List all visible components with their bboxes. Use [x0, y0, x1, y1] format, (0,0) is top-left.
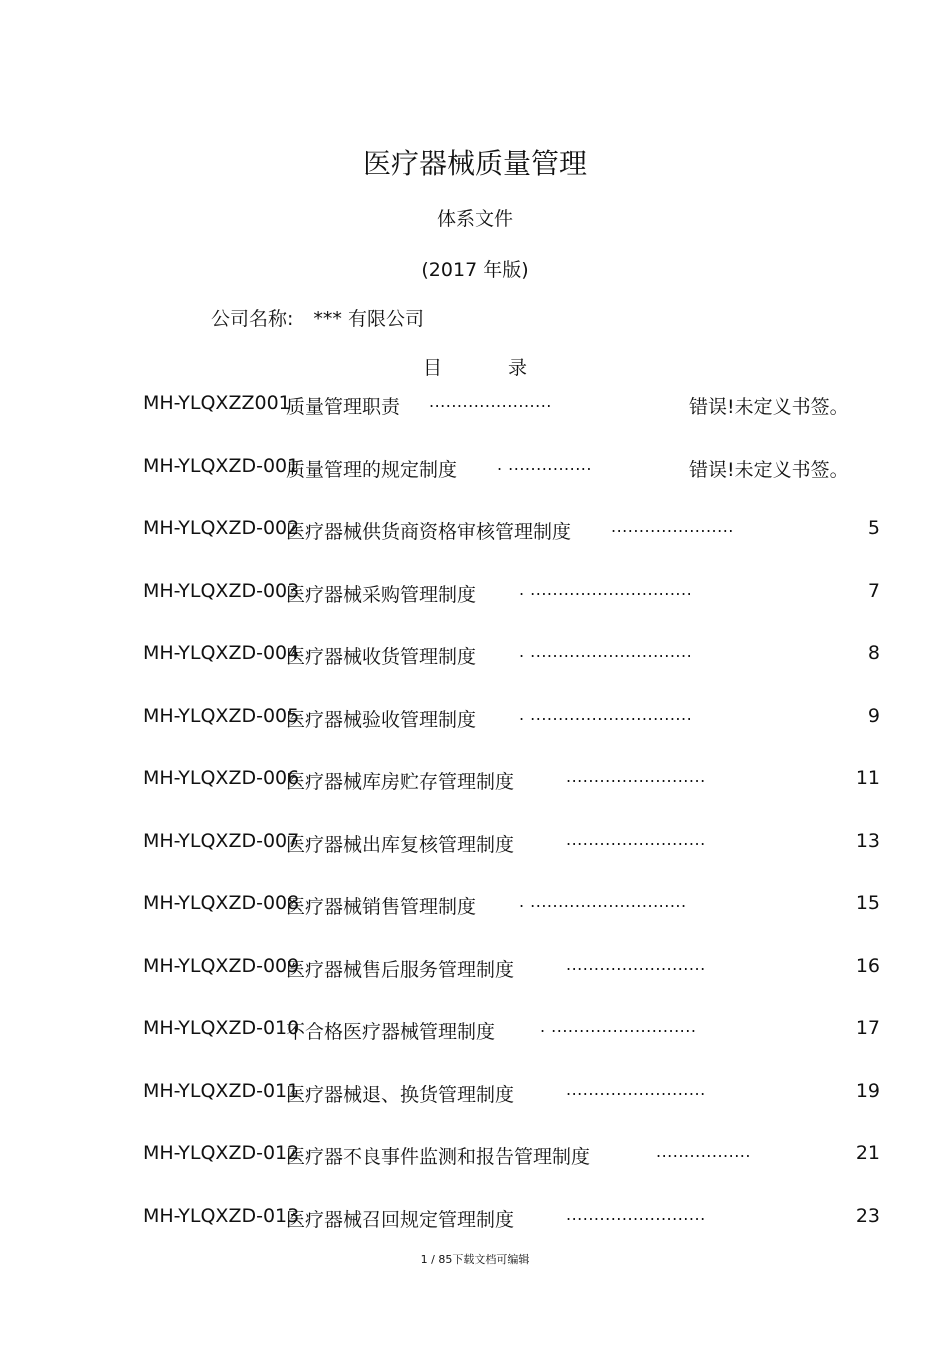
toc-entry-leader: . .......................... [540, 1017, 697, 1036]
toc-entry-leader: . ............................. [519, 579, 693, 599]
toc-entry-page: 9 [867, 704, 880, 727]
toc-entry-leader: ...................... [611, 517, 734, 536]
page-footer: 1 / 85下载文档可编辑 [420, 1253, 530, 1266]
toc-entry-code: MH-YLQXZD-004 [143, 642, 300, 664]
toc-entry-code: MH-YLQXZD-009 [143, 954, 300, 977]
toc-entry[interactable] [0, 1142, 950, 1205]
toc-entry[interactable] [0, 1080, 950, 1143]
toc-entry-leader: ......................... [566, 954, 706, 974]
toc-entry-page: 11 [855, 767, 880, 789]
toc-entry-leader: ......................... [566, 1204, 706, 1224]
toc-entry-title: 医疗器不良事件监测和报告管理制度 [286, 1146, 591, 1168]
document-edition: (2017 年版) [421, 259, 529, 281]
toc-entry[interactable] [0, 767, 950, 830]
toc-entry[interactable] [0, 892, 950, 955]
toc-entry-leader: ................. [656, 1142, 751, 1161]
toc-entry-title: 医疗器械退、换货管理制度 [286, 1083, 515, 1106]
toc-entry[interactable] [0, 705, 950, 768]
toc-entry-page: 16 [855, 954, 880, 977]
toc-entry-code: MH-YLQXZD-005 [143, 704, 300, 727]
toc-entry-title: 医疗器械售后服务管理制度 [286, 958, 515, 981]
toc-entry-code: MH-YLQXZD-008 [143, 892, 300, 914]
toc-entry-code: MH-YLQXZD-007 [143, 829, 300, 852]
toc-entry[interactable] [0, 455, 950, 518]
company-value: *** 有限公司 [313, 308, 424, 330]
toc-entry-title: 医疗器械采购管理制度 [286, 583, 477, 606]
toc-entry-leader: ...................... [429, 392, 552, 411]
toc-entry[interactable] [0, 517, 950, 580]
toc-entry-page: 5 [867, 517, 880, 539]
toc-entry-page: 错误!未定义书签。 [689, 396, 849, 418]
document-title: 医疗器械质量管理 [362, 147, 587, 180]
toc-entry-title: 医疗器械销售管理制度 [286, 896, 477, 918]
toc-entry-page: 错误!未定义书签。 [689, 458, 849, 481]
toc-entry-title: 医疗器械召回规定管理制度 [286, 1208, 515, 1231]
toc-entry-page: 8 [867, 642, 880, 664]
toc-entry-title: 医疗器械收货管理制度 [286, 646, 477, 668]
toc-heading: 目 录 [422, 357, 558, 379]
toc-entry-title: 医疗器械供货商资格审核管理制度 [286, 521, 572, 543]
document-subtitle: 体系文件 [436, 208, 513, 230]
toc-entry-leader: . ............................. [519, 704, 693, 724]
toc-entry-page: 13 [855, 829, 880, 852]
toc-entry-code: MH-YLQXZD-010 [143, 1017, 300, 1039]
table-of-contents [0, 392, 950, 1267]
toc-entry-title: 质量管理职责 [286, 396, 401, 418]
company-line [211, 304, 424, 331]
toc-entry-page: 19 [855, 1079, 880, 1102]
toc-entry-page: 23 [855, 1204, 880, 1227]
toc-entry-title: 医疗器械验收管理制度 [286, 708, 477, 731]
toc-entry[interactable] [0, 1017, 950, 1080]
toc-entry-page: 15 [855, 892, 880, 914]
toc-entry[interactable] [0, 830, 950, 893]
toc-entry[interactable] [0, 955, 950, 1018]
toc-entry-code: MH-YLQXZD-003 [143, 579, 300, 602]
toc-entry-leader: . ............................ [519, 892, 687, 911]
toc-entry-title: 医疗器械库房贮存管理制度 [286, 771, 515, 793]
toc-entry-code: MH-YLQXZD-006 [143, 767, 300, 789]
toc-entry[interactable] [0, 580, 950, 643]
toc-entry-leader: . ............... [497, 454, 592, 474]
toc-entry-code: MH-YLQXZD-002 [143, 517, 300, 539]
toc-entry-leader: ......................... [566, 1079, 706, 1099]
toc-entry[interactable] [0, 642, 950, 705]
toc-entry-page: 7 [867, 579, 880, 602]
toc-entry-page: 17 [855, 1017, 880, 1039]
toc-entry-leader: ......................... [566, 767, 706, 786]
toc-entry-leader: ......................... [566, 829, 706, 849]
toc-entry[interactable] [0, 392, 950, 455]
toc-entry-leader: . ............................. [519, 642, 693, 661]
toc-entry-title: 不合格医疗器械管理制度 [286, 1021, 496, 1043]
toc-entry-code: MH-YLQXZZ001 [143, 392, 291, 414]
toc-entry-code: MH-YLQXZD-012 [143, 1142, 300, 1164]
toc-entry-code: MH-YLQXZD-011 [143, 1079, 300, 1102]
toc-entry-code: MH-YLQXZD-001 [143, 454, 300, 477]
company-label: 公司名称: [211, 308, 294, 330]
toc-entry-title: 质量管理的规定制度 [286, 458, 458, 481]
toc-entry-page: 21 [855, 1142, 880, 1164]
toc-entry-code: MH-YLQXZD-013 [143, 1204, 300, 1227]
toc-entry-title: 医疗器械出库复核管理制度 [286, 833, 515, 856]
